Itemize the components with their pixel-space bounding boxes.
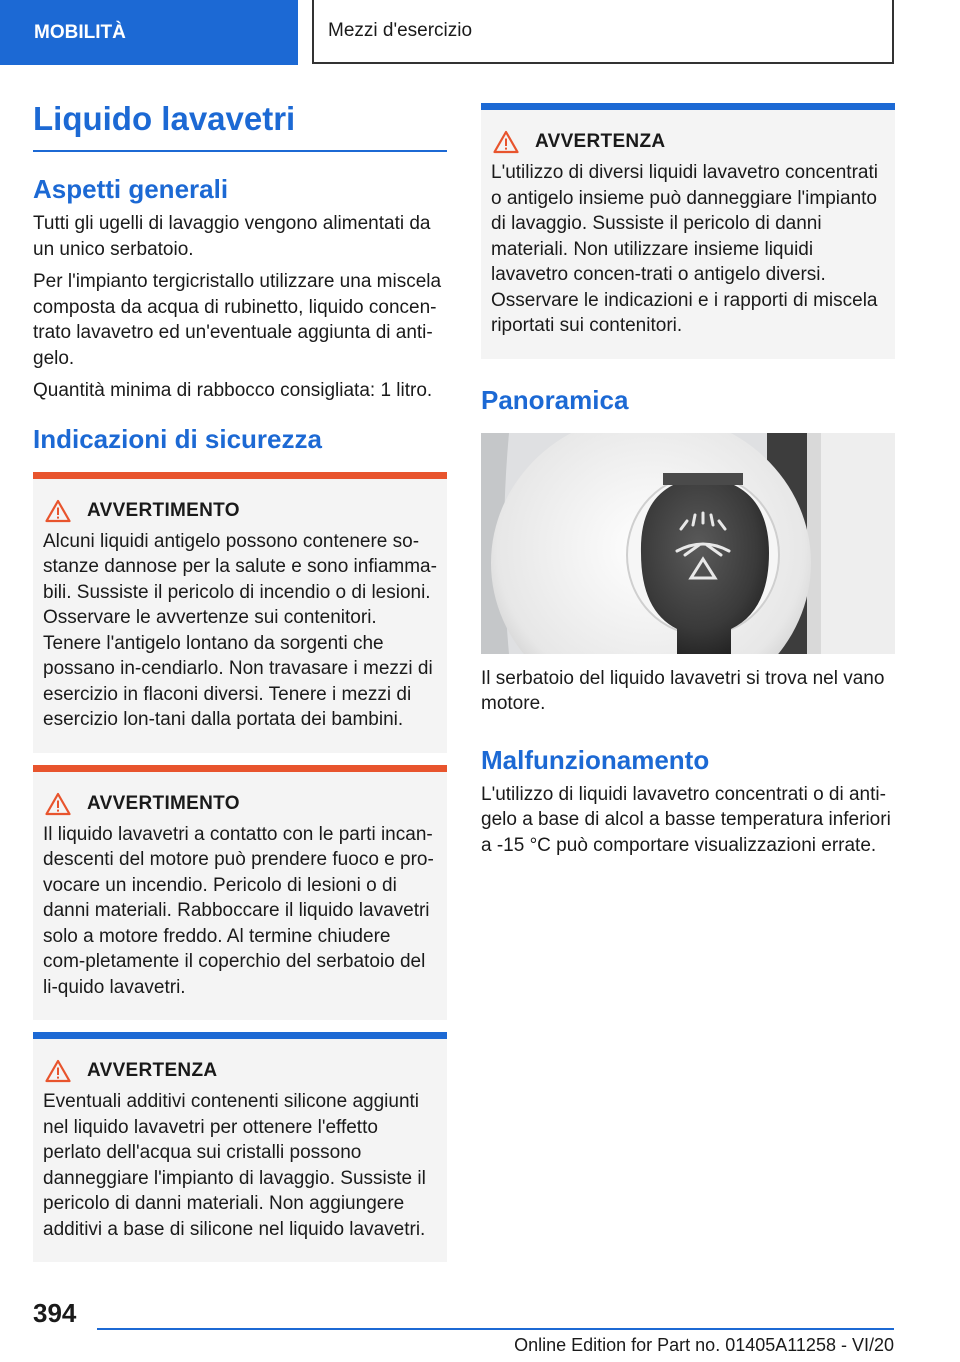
warning-1-text: Alcuni liquidi antigelo possono contenere so-stanze dannose per la salute e sono infiamma-bili. Sussiste il pericolo di incendio o di lesioni. Osservare le avvertenze sui contenitori. Tenere l'antigelo lontano da sorgenti che possano in-cendiarlo. Non travasare i mezzi di esercizio in flaconi diversi. Tenere i mezzi di esercizio lon-tani dalla portata dei bambini. <box>43 530 437 730</box>
general-paragraph-2: Per l'impianto tergicristallo utilizzare una miscela composta da acqua di rubinetto, liquido concen-trato lavavetro ed un'eventuale aggiunta di anti-gelo. <box>33 271 442 369</box>
caution-box-2 <box>481 103 895 359</box>
warning-triangle-icon <box>45 792 71 816</box>
footer-divider <box>97 1328 894 1330</box>
overview-heading: Panoramica <box>481 384 629 415</box>
header-section-label: MOBILITÀ <box>34 21 126 43</box>
footer-edition: Online Edition for Part no. 01405A11258 - VI/20 <box>514 1335 894 1355</box>
caution-1-title: AVVERTENZA <box>87 1060 218 1081</box>
caution-1-text: Eventuali additivi contenenti silicone aggiunti nel liquido lavavetri per ottenere l'effetto perlato dell'acqua sui cristalli possono danneggiare l'impianto di lavaggio. Sussiste il pericolo di danni materiali. Non aggiungere additivi a base di silicone nel liquido lavavetri. <box>43 1091 426 1240</box>
left-column <box>33 100 447 1262</box>
overview-text: Il serbatoio del liquido lavavetri si trova nel vano motore. <box>481 667 885 714</box>
warning-1-title: AVVERTIMENTO <box>87 499 240 521</box>
caution-box-1 <box>33 1032 447 1262</box>
warning-triangle-icon <box>45 1059 71 1083</box>
general-paragraph-3: Quantità minima di rabbocco consigliata: 1 litro. <box>33 380 433 401</box>
warning-2-text: Il liquido lavavetri a contatto con le parti incan-descenti del motore può prendere fuoco e pro-vocare un incendio. Pericolo di lesioni o di danni materiali. Rabboccare il liquido lavavetri solo a motore freddo. Al termine chiudere com-pletamente il coperchio del serbatoio del li-quido lavavetri. <box>43 823 434 998</box>
general-heading: Aspetti generali <box>33 174 229 204</box>
washer-reservoir-photo <box>481 433 895 654</box>
caution-2-title: AVVERTENZA <box>535 131 666 152</box>
warning-triangle-icon <box>45 499 71 523</box>
warning-box-2 <box>33 765 447 1021</box>
warning-triangle-icon <box>493 130 519 154</box>
warning-2-title: AVVERTIMENTO <box>87 792 240 814</box>
page-number: 394 <box>33 1298 77 1328</box>
right-column <box>481 103 895 858</box>
caution-2-text: L'utilizzo di diversi liquidi lavavetro concentrati o antigelo insieme può danneggiare l'impianto di lavaggio. Sussiste il pericolo di danni materiali. Non utilizzare insieme liquidi lavavetro concen-trati o antigelo diversi. Osservare le indicazioni e i rapporti di miscela riportati sui contenitori. <box>491 162 878 336</box>
safety-heading: Indicazioni di sicurezza <box>33 423 322 454</box>
header-section-tab <box>0 0 298 65</box>
general-paragraph-1: Tutti gli ugelli di lavaggio vengono alimentati da un unico serbatoio. <box>33 213 431 260</box>
header-chapter <box>312 0 894 64</box>
warning-box-1 <box>33 472 447 753</box>
page-title: Liquido lavavetri <box>33 100 447 152</box>
malfunction-heading: Malfunzionamento <box>481 744 710 775</box>
malfunction-text: L'utilizzo di liquidi lavavetro concentrati o di anti-gelo a base di alcol a basse temperatura inferiori a -15 °C può comportare visualizzazioni errate. <box>481 783 891 856</box>
header-chapter-label: Mezzi d'esercizio <box>328 20 473 41</box>
